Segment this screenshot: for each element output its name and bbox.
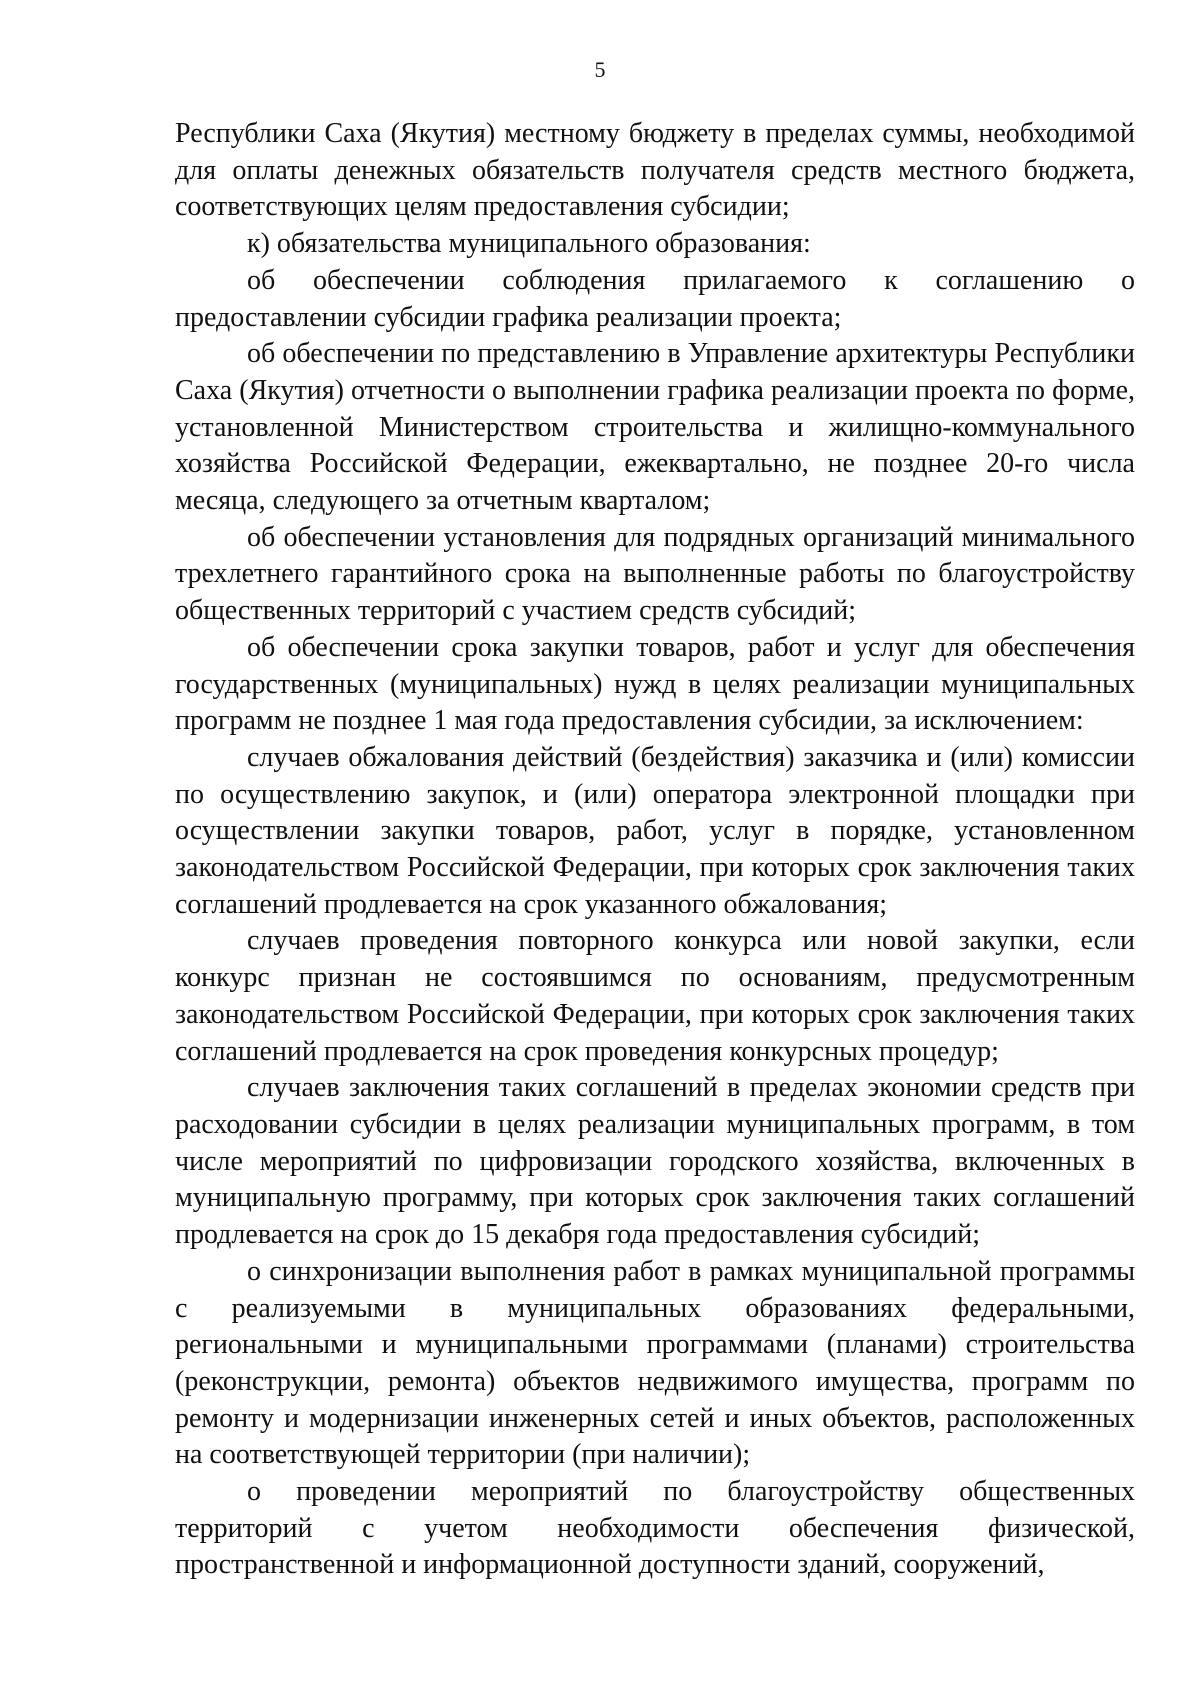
paragraph-exception-appeal: случаев обжалования действий (бездействия) заказчика и (или) комиссии по осуществлению закупок, и (или) оператора электронной площадки при осуществлении закупки товаров, работ, услуг в порядке, установленном законодательством Российской Федерации, при которых срок заключения таких соглашений продлевается на срок указанного обжалования; — [175, 741, 1135, 920]
paragraph-exception-savings: случаев заключения таких соглашений в пределах экономии средств при расходовании субсидии в целях реализации муниципальных программ, в том числе мероприятий по цифровизации городского хозяйства, включенных в муниципальную программу, при которых срок заключения таких соглашений продлевается на срок до 15 декабря года предоставления субсидий; — [175, 1072, 1135, 1251]
paragraph-synchronization: о синхронизации выполнения работ в рамках муниципальной программы с реализуемыми в муниципальных образованиях федеральными, региональными и муниципальными программами (планами) строительства (реконструкции, ремонта) объектов недвижимого имущества, программ по ремонту и модернизации инженерных сетей и иных объектов, расположенных на соответствующей территории (при наличии); — [175, 1255, 1135, 1471]
paragraph-item-k: к) обязательства муниципального образования: — [247, 228, 811, 260]
paragraph-procurement-deadline: об обеспечении срока закупки товаров, работ и услуг для обеспечения государственных (муниципальных) нужд в целях реализации муниципальных программ не позднее 1 мая года предоставления субсидии, за исключением: — [175, 631, 1135, 737]
paragraph-reporting: об обеспечении по представлению в Управление архитектуры Республики Саха (Якутия) отчетности о выполнении графика реализации проекта по форме, установленной Министерством строительства и жилищно-коммунального хозяйства Российской Федерации, ежеквартально, не позднее 20-го числа месяца, следующего за отчетным кварталом; — [175, 338, 1135, 517]
paragraph-warranty: об обеспечении установления для подрядных организаций минимального трехлетнего гарантийного срока на выполненные работы по благоустройству общественных территорий с участием средств субсидий; — [175, 521, 1135, 627]
paragraph-accessibility: о проведении мероприятий по благоустройству общественных территорий с учетом необходимости обеспечения физической, пространственной и информационной доступности зданий, сооружений, — [175, 1476, 1135, 1581]
page-number: 5 — [594, 57, 606, 82]
paragraph-schedule-compliance: об обеспечении соблюдения прилагаемого к соглашению о предоставлении субсидии графика реализации проекта; — [175, 264, 1135, 333]
paragraph-continuation: Республики Саха (Якутия) местному бюджету в пределах суммы, необходимой для оплаты денежных обязательств получателя средств местного бюджета, соответствующих целям предоставления субсидии; — [175, 118, 1135, 223]
paragraph-exception-retender: случаев проведения повторного конкурса или новой закупки, если конкурс признан не состоявшимся по основаниям, предусмотренным законодательством Российской Федерации, при которых срок заключения таких соглашений продлевается на срок проведения конкурсных процедур; — [175, 925, 1135, 1067]
document-body — [175, 116, 1135, 1584]
